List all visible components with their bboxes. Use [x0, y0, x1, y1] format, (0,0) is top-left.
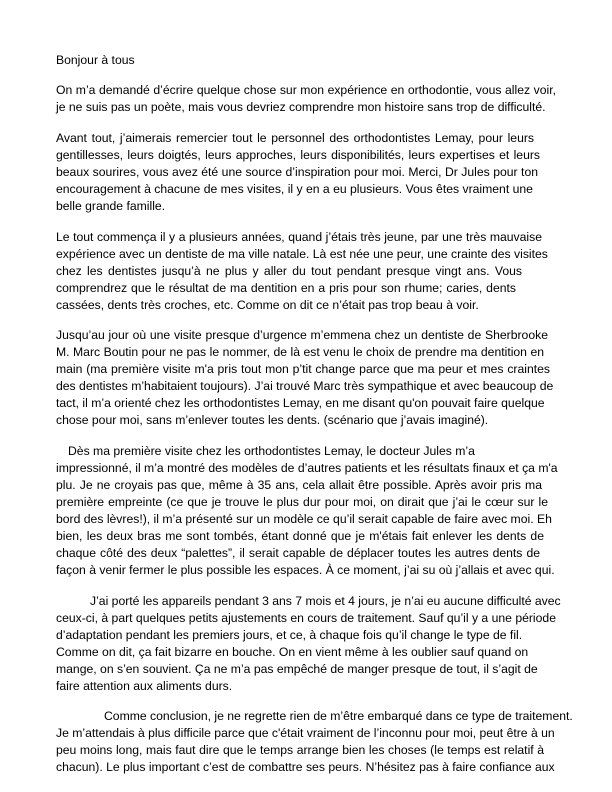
paragraph-4-line: Jusqu’au jour où une visite presque d’urgence m’emmena chez un dentiste de Sherbrooke — [56, 328, 548, 342]
paragraph-6-line: ceux-ci, à part quelques petits ajustements en cours de traitement. Sauf qu’il y a une période — [56, 611, 556, 625]
paragraph-2-line: encouragement à chacune de mes visites, il y en a eu plusieurs. Vous êtes vraiment une — [56, 182, 533, 196]
paragraph-6-line: mange, on s’en souvient. Ça ne m’a pas empêché de manger presque de tout, il s’agit de — [56, 662, 538, 676]
paragraph-5-line: impressionné, il m’a montré des modèles de d’autres patients et les résultats finaux et ça m'a — [56, 461, 558, 475]
paragraph-7-line: chacun). Le plus important c’est de combattre ses peurs. N’hésitez pas à faire confiance aux — [56, 760, 555, 774]
paragraph-4-line: des dentistes m’habitaient toujours). J’ai trouvé Marc très sympathique et avec beaucoup de — [56, 379, 554, 393]
paragraph-3-line: chez les dentistes jusqu’à ne plus y aller du tout pendant presque vingt ans. Vous — [56, 264, 522, 278]
paragraph-4-line: tact, il m’a orienté chez les orthodontistes Lemay, en me disant qu'on pouvait faire quelque — [56, 396, 545, 410]
paragraph-2-line: Avant tout, j’aimerais remercier tout le personnel des orthodontistes Lemay, pour leurs — [56, 131, 534, 145]
paragraph-2-line: gentillesses, leurs doigtés, leurs approches, leurs disponibilités, leurs expertises et leurs — [56, 148, 540, 162]
paragraph-4-line: M. Marc Boutin pour ne pas le nommer, de là est venu le choix de prendre ma dentition en — [56, 345, 544, 359]
paragraph-3-line: Le tout commença il y a plusieurs années, quand j’étais très jeune, par une très mauvaise — [56, 230, 542, 244]
paragraph-6-line: Comme on dit, ça fait bizarre en bouche. On en vient même à les oublier sauf quand on — [56, 645, 529, 659]
paragraph-5-line: Dès ma première visite chez les orthodontistes Lemay, le docteur Jules m’a — [68, 444, 475, 458]
paragraph-3-line: cassées, dents très croches, etc. Comme on dit ce n’était pas trop beau à voir. — [56, 298, 479, 312]
paragraph-5-line: bien, les deux bras me sont tombés, étant donné que je m'étais fait enlever les dents de — [56, 529, 544, 543]
paragraph-7-line: Comme conclusion, je ne regrette rien de m’être embarqué dans ce type de traitement. — [104, 709, 573, 723]
paragraph-5-line: plu. Je ne croyais pas que, même à 35 ans, cela allait être possible. Après avoir pris ma — [56, 478, 542, 492]
paragraph-6-line: d’adaptation pendant les premiers jours, et ce, à chaque fois qu’il change le type de fil. — [56, 628, 523, 642]
paragraph-1-line: je ne suis pas un poète, mais vous devriez comprendre mon histoire sans trop de difficulté. — [56, 100, 546, 114]
paragraph-2-line: belle grande famille. — [56, 199, 166, 213]
paragraph-7-line: peu moins long, mais faut dire que le temps arrange bien les choses (le temps est relatif à — [56, 743, 544, 757]
paragraph-3-line: comprendrez que le résultat de ma dentition en a pris pour son rhume; caries, dents — [56, 281, 516, 295]
paragraph-7-line: Je m’attendais à plus difficile parce que c'était vraiment de l’inconnu pour moi, peut être à un — [56, 726, 555, 740]
paragraph-5-line: chaque côté des deux “palettes”, il serait capable de déplacer toutes les autres dents de — [56, 546, 540, 560]
greeting: Bonjour à tous — [56, 53, 135, 67]
paragraph-5-line: bord des lèvres!), il m’a présenté sur un modèle ce qu’il serait capable de faire avec moi. Eh — [56, 512, 552, 526]
paragraph-6-line: faire attention aux aliments durs. — [56, 679, 233, 693]
paragraph-4-line: chose pour moi, sans m’enlever toutes les dents. (scénario que j’avais imaginé). — [56, 413, 489, 427]
paragraph-5-line: première empreinte (ce que je trouve le plus dur pour moi, on dirait que j’ai le cœur sur le — [56, 495, 548, 509]
paragraph-6-line: J’ai porté les appareils pendant 3 ans 7 mois et 4 jours, je n’ai eu aucune difficulté avec — [90, 594, 561, 608]
paragraph-3-line: expérience avec un dentiste de ma ville natale. Là est née une peur, une crainte des visites — [56, 247, 548, 261]
paragraph-1-line: On m’a demandé d’écrire quelque chose sur mon expérience en orthodontie, vous allez voir, — [56, 83, 556, 97]
paragraph-4-line: main (ma première visite m'a pris tout mon p’tit change parce que ma peur et mes craintes — [56, 362, 550, 376]
paragraph-5-line: façon à venir fermer le plus possible les espaces. À ce moment, j’ai su où j’allais et avec qui. — [56, 563, 555, 577]
paragraph-2-line: beaux sourires, vous avez été une source d’inspiration pour moi. Merci, Dr Jules pour ton — [56, 165, 538, 179]
